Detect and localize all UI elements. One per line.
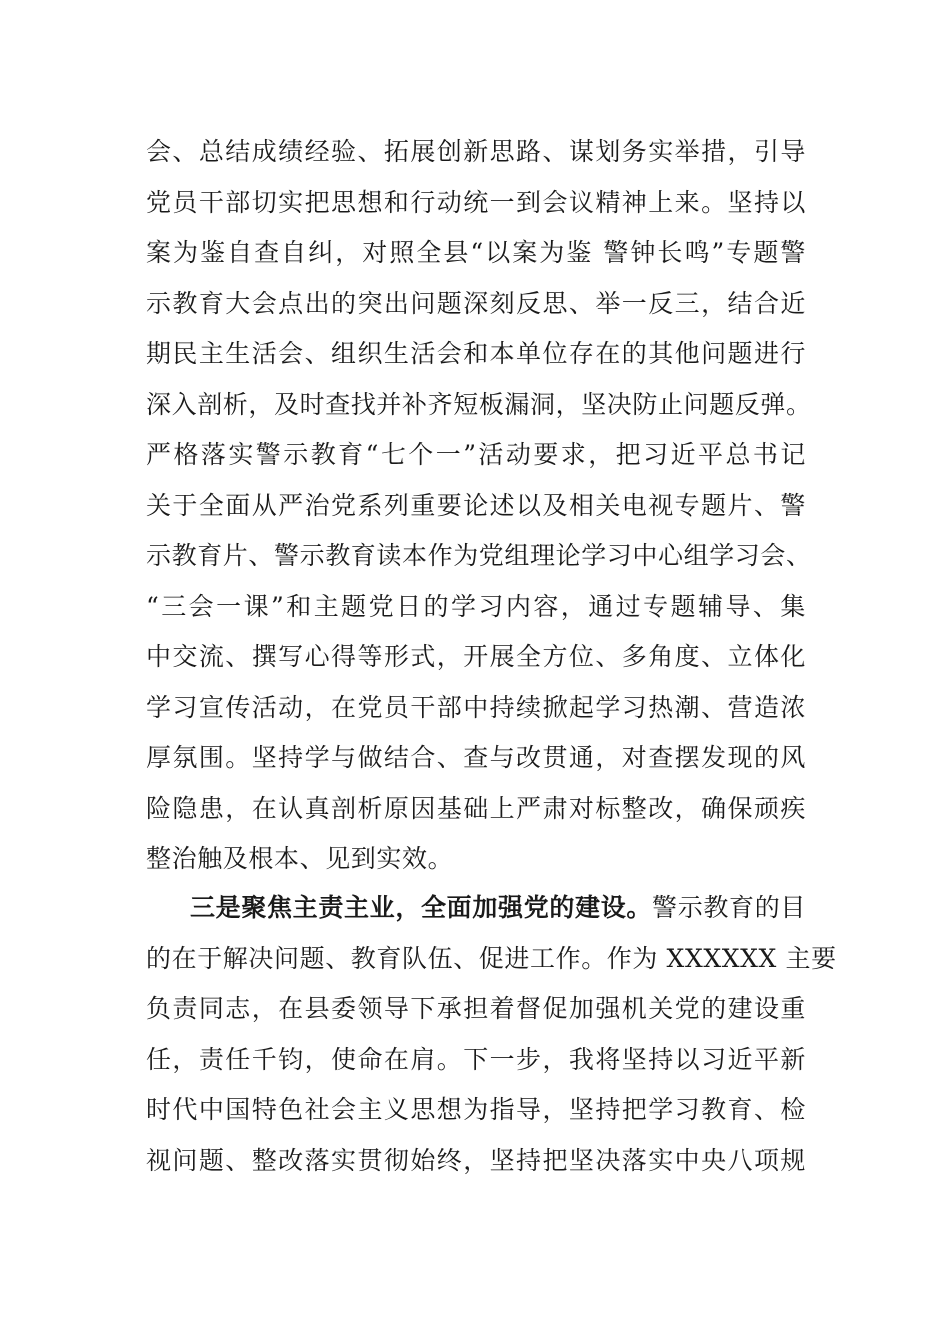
- paragraph-line: 负责同志，在县委领导下承担着督促加强机关党的建设重: [146, 994, 806, 1023]
- paragraph-line: 党员干部切实把思想和行动统一到会议精神上来。坚持以: [146, 187, 806, 217]
- paragraph-line: 关于全面从严治党系列重要论述以及相关电视专题片、警: [146, 490, 806, 520]
- paragraph-line: 整治触及根本、见到实效。: [146, 844, 454, 873]
- paragraph-text: 警示教育的目: [652, 893, 806, 922]
- body-paragraph-2: [146, 883, 837, 1186]
- paragraph-line: 学习宣传活动，在党员干部中持续掀起学习热潮、营造浓: [146, 692, 806, 722]
- paragraph-line: 示教育片、警示教育读本作为党组理论学习中心组学习会、: [146, 541, 812, 570]
- paragraph-line: 严格落实警示教育“七个一”活动要求，把习近平总书记: [146, 440, 806, 469]
- section-heading: 三是聚焦主责主业，全面加强党的建设。: [190, 893, 653, 922]
- paragraph-line: 视问题、整改落实贯彻始终，坚持把坚决落实中央八项规: [146, 1145, 806, 1175]
- paragraph-line: 期民主生活会、组织生活会和本单位存在的其他问题进行: [146, 339, 806, 368]
- paragraph-line: 中交流、撰写心得等形式，开展全方位、多角度、立体化: [146, 642, 806, 671]
- paragraph-line: 的在于解决问题、教育队伍、促进工作。作为 XXXXXX 主要: [146, 943, 837, 973]
- paragraph-line: “三会一课”和主题党日的学习内容，通过专题辅导、集: [146, 591, 806, 621]
- paragraph-line: 任，责任千钧，使命在肩。下一步，我将坚持以习近平新: [146, 1044, 806, 1074]
- paragraph-line: 险隐患，在认真剖析原因基础上严肃对标整改，确保顽疾: [146, 793, 806, 823]
- paragraph-line: 示教育大会点出的突出问题深刻反思、举一反三，结合近: [146, 288, 806, 318]
- paragraph-first-line: [146, 883, 806, 934]
- paragraph-line: 会、总结成绩经验、拓展创新思路、谋划务实举措，引导: [146, 137, 806, 166]
- paragraph-line: 厚氛围。坚持学与做结合、查与改贯通，对查摆发现的风: [146, 743, 806, 772]
- body-paragraph-1: [146, 127, 812, 885]
- paragraph-line: 深入剖析，及时查找并补齐短板漏洞，坚决防止问题反弹。: [146, 389, 812, 419]
- paragraph-line: 案为鉴自查自纠，对照全县“以案为鉴 警钟长鸣”专题警: [146, 238, 806, 267]
- paragraph-line: 时代中国特色社会主义思想为指导，坚持把学习教育、检: [146, 1095, 806, 1124]
